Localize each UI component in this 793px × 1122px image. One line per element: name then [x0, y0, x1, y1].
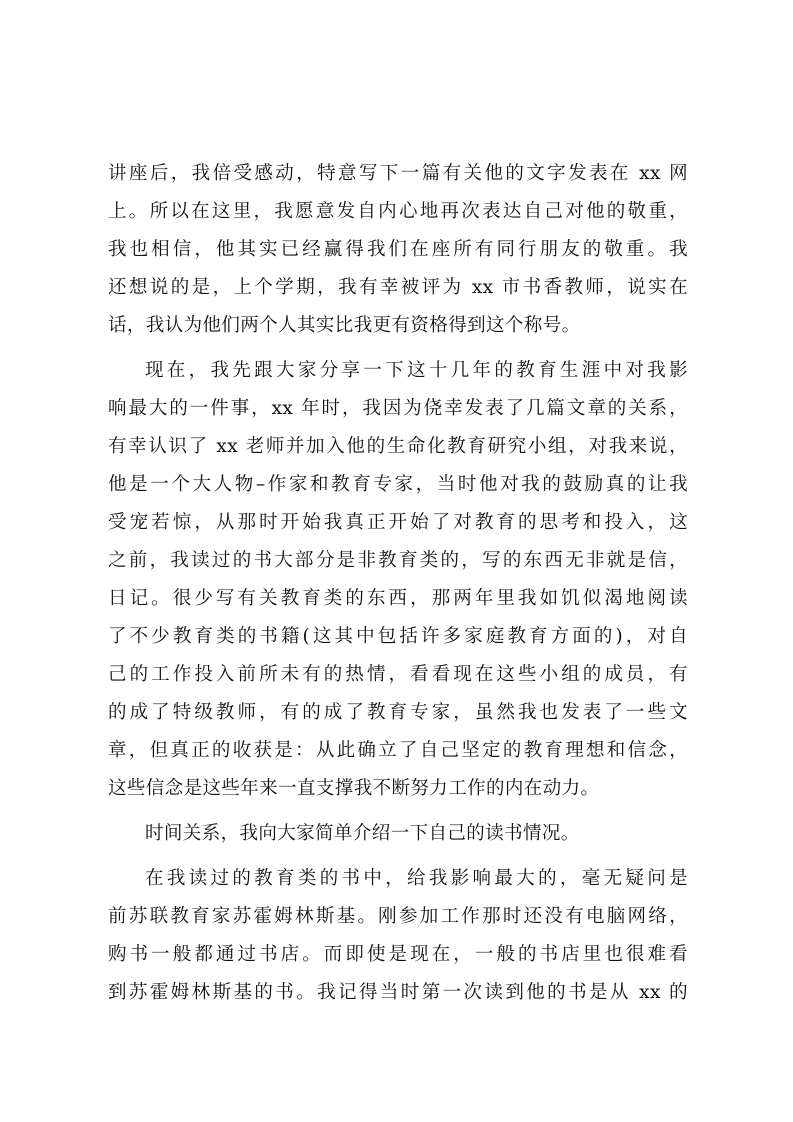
text-line: 己的工作投入前所未有的热情，看看现在这些小组的成员，有 — [108, 664, 688, 685]
text-line: 他是一个大人物–作家和教育专家，当时他对我的鼓励真的让我 — [108, 474, 688, 495]
text-line: 前苏联教育家苏霍姆林斯基。刚参加工作那时还没有电脑网络， — [108, 906, 688, 927]
text-line: 购书一般都通过书店。而即使是现在，一般的书店里也很难看 — [108, 944, 688, 965]
text-line: 我也相信，他其实已经赢得我们在座所有同行朋友的敬重。我 — [108, 239, 688, 260]
text-line: 这些信念是这些年来一直支撑我不断努力工作的内在动力。 — [108, 778, 600, 799]
text-line: 时间关系，我向大家简单介绍一下自己的读书情况。 — [145, 823, 580, 844]
text-line: 的成了特级教师，有的成了教育专家，虽然我也发表了一些文 — [108, 702, 688, 723]
text-line: 还想说的是，上个学期，我有幸被评为 xx 市书香教师，说实在 — [108, 277, 688, 298]
paragraph-gap — [108, 808, 688, 815]
text-line: 受宠若惊，从那时开始我真正开始了对教育的思考和投入，这 — [108, 512, 688, 533]
text-line: 在我读过的教育类的书中，给我影响最大的，毫无疑问是 — [145, 868, 688, 889]
text-line: 现在，我先跟大家分享一下这十几年的教育生涯中对我影 — [145, 360, 688, 381]
text-line: 日记。很少写有关教育类的东西，那两年里我如饥似渴地阅读 — [108, 588, 688, 609]
text-line: 有幸认识了 xx 老师并加入他的生命化教育研究小组，对我来说， — [108, 436, 688, 457]
text-line: 响最大的一件事，xx 年时，我因为侥幸发表了几篇文章的关系， — [108, 398, 688, 419]
text-line: 了不少教育类的书籍(这其中包括许多家庭教育方面的)，对自 — [108, 626, 688, 647]
paragraph — [108, 860, 688, 1012]
text-line: 话，我认为他们两个人其实比我更有资格得到这个称号。 — [108, 315, 581, 336]
text-line: 章，但真正的收获是：从此确立了自己坚定的教育理想和信念， — [108, 740, 688, 761]
paragraph — [108, 352, 688, 808]
paragraph-gap — [108, 345, 688, 352]
text-line: 之前，我读过的书大部分是非教育类的，写的东西无非就是信， — [108, 550, 688, 571]
paragraph — [108, 815, 688, 853]
text-line: 讲座后，我倍受感动，特意写下一篇有关他的文字发表在 xx 网 — [108, 163, 688, 184]
paragraph — [108, 155, 688, 345]
text-line: 到苏霍姆林斯基的书。我记得当时第一次读到他的书是从 xx 的 — [108, 982, 688, 1003]
paragraph-gap — [108, 853, 688, 860]
text-line: 上。所以在这里，我愿意发自内心地再次表达自己对他的敬重， — [108, 201, 688, 222]
body-text — [108, 155, 688, 1012]
